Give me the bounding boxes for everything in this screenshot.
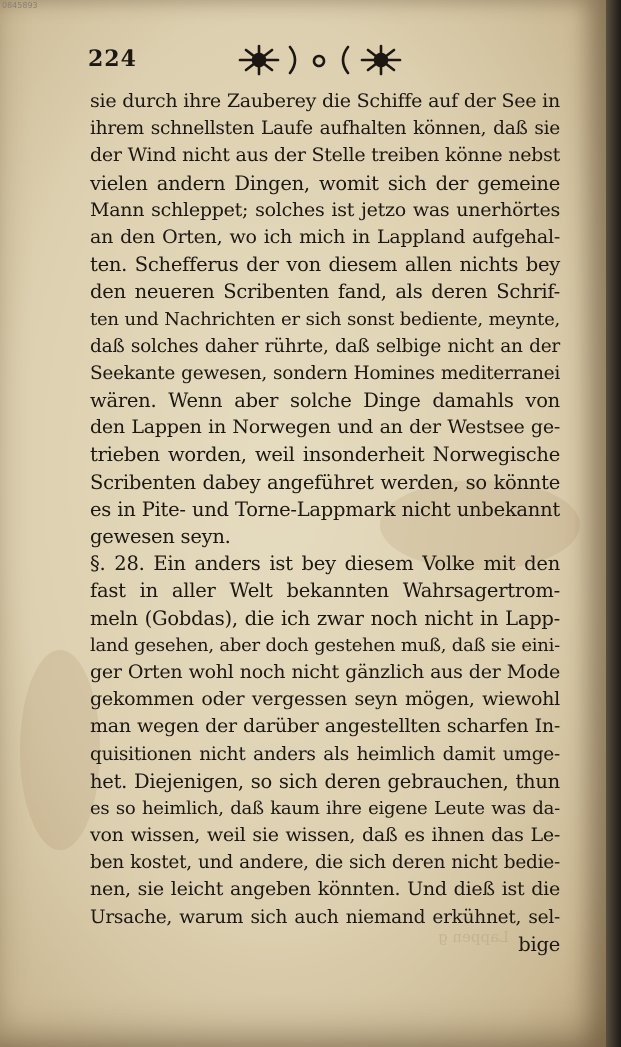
- text-line: es so heimlich, daß kaum ihre eigene Leute was da-: [90, 797, 560, 819]
- text-line: von wissen, weil sie wissen, daß es ihnen das Le-: [90, 824, 560, 847]
- text-line: ben kostet, und andere, die sich deren nicht bedie-: [90, 852, 560, 874]
- text-line: ten. Schefferus der von diesem allen nichts bey: [90, 253, 560, 277]
- text-line: der Wind nicht aus der Stelle treiben könne nebst: [90, 144, 560, 167]
- text-line: vielen andern Dingen, womit sich der gemeine: [90, 171, 560, 195]
- text-line: fast in aller Welt bekannten Wahrsagertrom-: [90, 579, 560, 603]
- text-line: meln (Gobdas), die ich zwar noch nicht in Lapp-: [90, 606, 560, 630]
- book-gutter: [606, 0, 621, 1047]
- text-line: Seekante gewesen, sondern Homines mediterranei: [90, 362, 560, 384]
- catchword: bige: [518, 932, 560, 956]
- text-line: ten und Nachrichten er sich sonst bediente, meynte,: [90, 308, 560, 330]
- text-line: daß solches daher rührte, daß selbige nicht an der: [90, 335, 560, 357]
- text-line: ihrem schnellsten Laufe aufhalten können, daß sie: [90, 118, 560, 140]
- text-line: het. Diejenigen, so sich deren gebrauchen, thun: [90, 769, 560, 793]
- text-line: den Lappen in Norwegen und an der Westsee ge-: [90, 416, 560, 439]
- text-line: land gesehen, aber doch gestehen muß, daß sie eini-: [90, 634, 560, 656]
- text-line: sie durch ihre Zauberey die Schiffe auf der See in: [90, 90, 560, 112]
- catalog-mark: 0845893: [2, 1, 38, 10]
- header-ornament: [232, 40, 407, 80]
- text-line: Scribenten dabey angeführet werden, so könnte: [90, 470, 560, 494]
- paper-stain: [20, 650, 100, 850]
- text-line: man wegen der darüber angestellten scharfen In-: [90, 715, 560, 738]
- text-line: gekommen oder vergessen seyn mögen, wiewohl: [90, 688, 560, 711]
- text-line: es in Pite- und Torne-Lappmark nicht unbekannt: [90, 497, 560, 521]
- show-through-text: Lappen g: [438, 928, 510, 946]
- text-line: quisitionen nicht anders als heimlich damit umge-: [90, 743, 560, 765]
- text-line: Mann schleppet; solches ist jetzo was unerhörtes: [90, 198, 560, 221]
- text-line: wären. Wenn aber solche Dinge damahls von: [90, 389, 560, 413]
- main-text: [90, 88, 560, 958]
- text-line: ger Orten wohl noch nicht gänzlich aus der Mode: [90, 660, 560, 683]
- text-line: nen, sie leicht angeben könnten. Und dieß ist die: [90, 878, 560, 901]
- text-line: an den Orten, wo ich mich in Lappland aufgehal-: [90, 225, 560, 248]
- text-line: gewesen seyn.: [90, 525, 231, 548]
- text-line: trieben worden, weil insonderheit Norwegische: [90, 443, 560, 467]
- page-number: 224: [88, 46, 137, 72]
- text-line: Ursache, warum sich auch niemand erkühnet, sel-: [90, 906, 560, 928]
- text-line: den neueren Scribenten fand, als deren Schrif-: [90, 280, 560, 304]
- section-heading-line: §. 28. Ein anders ist bey diesem Volke mit den: [90, 552, 560, 576]
